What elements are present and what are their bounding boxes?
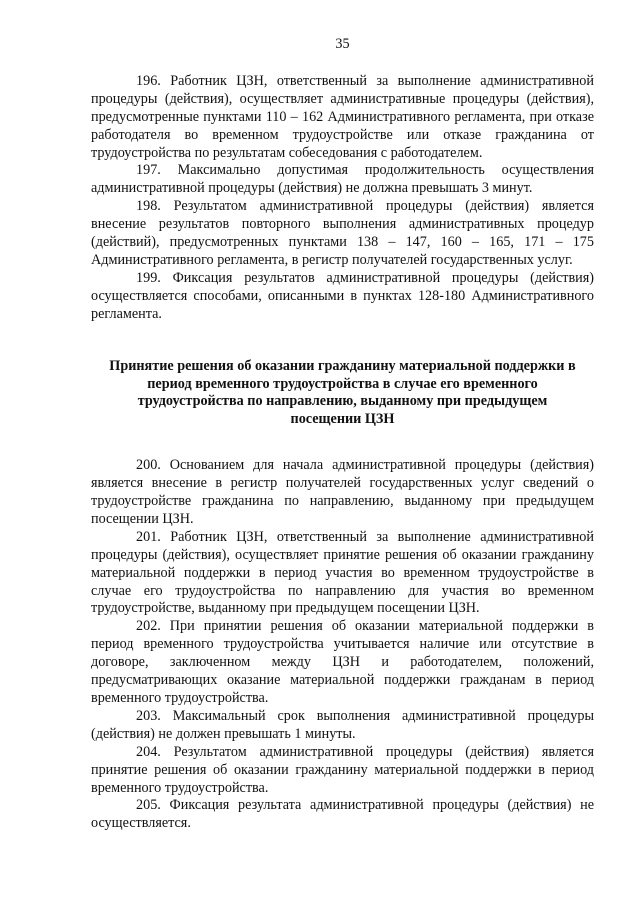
- paragraph-200: 200. Основанием для начала административной процедуры (действия) является внесение в регистр получателей государственных услуг сведений о трудоустройстве гражданина по направлению, выданному при предыдущем посещении ЦЗН.: [91, 457, 594, 527]
- paragraph-198: 198. Результатом административной процедуры (действия) является внесение результатов повторного выполнения административных процедур (действий), предусмотренных пунктами 138 – 147, 160 – 165, 171 – 175 Административного регламента, в регистр получателей государственных услуг.: [91, 198, 594, 268]
- paragraph-205: 205. Фиксация результата административной процедуры (действия) не осуществляется.: [91, 797, 594, 832]
- page-number: 35: [335, 36, 350, 52]
- paragraph-202: 202. При принятии решения об оказании материальной поддержки в период временного трудоустройства учитывается наличие или отсутствие в договоре, заключенном между ЦЗН и работодателем, положений, предусматривающих оказание материальной поддержки гражданам в период временного трудоустройства.: [91, 618, 594, 706]
- paragraph-199: 199. Фиксация результатов административной процедуры (действия) осуществляется способами, описанными в пунктах 128-180 Административного регламента.: [91, 269, 594, 322]
- paragraph-197: 197. Максимально допустимая продолжительность осуществления административной процедуры (действия) не должна превышать 3 минут.: [91, 162, 594, 197]
- paragraph-201: 201. Работник ЦЗН, ответственный за выполнение административной процедуры (действия), осуществляет принятие решения об оказании гражданину материальной поддержки в период участия во временном трудоустройстве в случае его трудоустройства по направлению для участия во временном трудоустройстве, выданному при предыдущем посещении ЦЗН.: [91, 528, 594, 617]
- paragraph-204: 204. Результатом административной процедуры (действия) является принятие решения об оказании гражданину материальной поддержки в период временного трудоустройства.: [91, 743, 594, 796]
- paragraph-203: 203. Максимальный срок выполнения административной процедуры (действия) не должен превышать 1 минуты.: [91, 707, 594, 742]
- paragraph-196: 196. Работник ЦЗН, ответственный за выполнение административной процедуры (действия), осуществляет административные процедуры (действия), предусмотренные пунктами 110 – 162 Административного регламента, при отказе работодателя во временном трудоустройстве или отказе гражданина от трудоустройства по результатам собеседования с работодателем.: [91, 72, 594, 161]
- section-heading: Принятие решения об оказании гражданину материальной поддержки в период временного трудоустройства в случае его временного трудоустройства по направлению, выданному при предыдущем посещении ЦЗН: [109, 357, 576, 428]
